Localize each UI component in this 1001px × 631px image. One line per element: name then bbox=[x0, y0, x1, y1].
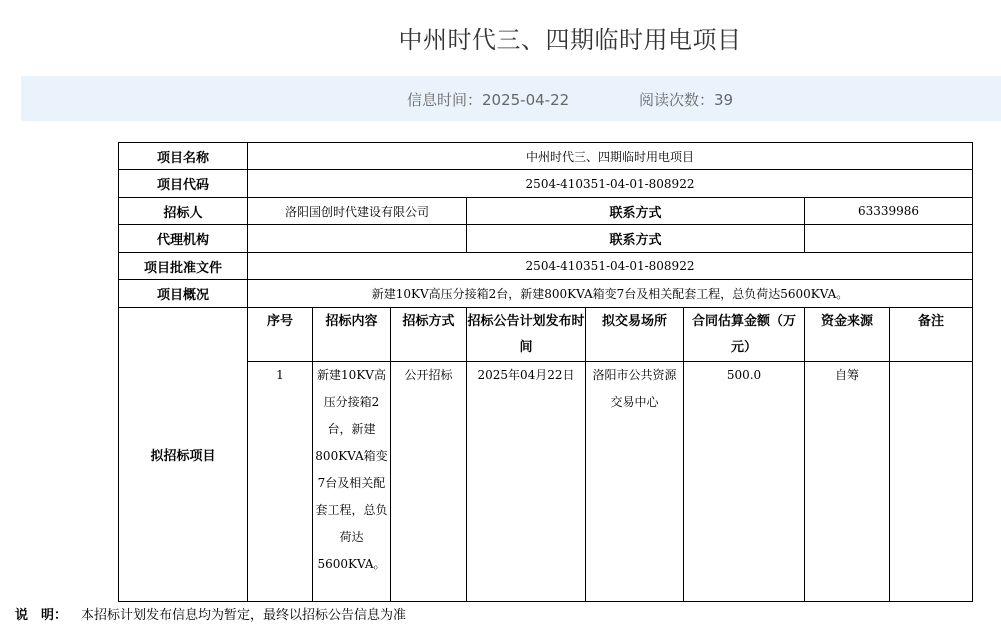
contact-label: 联系方式 bbox=[467, 198, 805, 225]
table-row bbox=[119, 198, 973, 225]
table-row bbox=[119, 362, 973, 602]
footnote bbox=[15, 604, 406, 623]
table-row bbox=[119, 170, 973, 198]
agency-contact-label: 联系方式 bbox=[467, 225, 805, 253]
read-count: 阅读次数：39 bbox=[639, 91, 734, 109]
table-row bbox=[119, 253, 973, 280]
table-row bbox=[119, 225, 973, 253]
footnote-text: 本招标计划发布信息均为暂定，最终以招标公告信息为准 bbox=[81, 608, 407, 623]
header-amount: 合同估算金额（万元） bbox=[684, 308, 805, 362]
header-remark: 备注 bbox=[890, 308, 973, 362]
overview-value: 新建10KV高压分接箱2台，新建800KVA箱变7台及相关配套工程，总负荷达5600KVA。 bbox=[248, 280, 973, 308]
planned-project-label: 拟招标项目 bbox=[119, 308, 248, 602]
tenderer-label: 招标人 bbox=[119, 198, 248, 225]
header-venue: 拟交易场所 bbox=[586, 308, 684, 362]
agency-label: 代理机构 bbox=[119, 225, 248, 253]
header-funding: 资金来源 bbox=[805, 308, 890, 362]
project-name-label: 项目名称 bbox=[119, 143, 248, 170]
row-seq: 1 bbox=[248, 362, 313, 602]
row-venue: 洛阳市公共资源交易中心 bbox=[586, 362, 684, 602]
approval-label: 项目批准文件 bbox=[119, 253, 248, 280]
row-remark bbox=[890, 362, 973, 602]
header-content: 招标内容 bbox=[313, 308, 391, 362]
table-row bbox=[119, 143, 973, 170]
table-row bbox=[119, 280, 973, 308]
page-title: 中州时代三、四期临时用电项目 bbox=[398, 26, 742, 54]
info-time: 信息时间：2025-04-22 bbox=[407, 91, 570, 109]
project-name-value: 中州时代三、四期临时用电项目 bbox=[248, 143, 973, 170]
row-publish-time: 2025年04月22日 bbox=[467, 362, 586, 602]
project-code-label: 项目代码 bbox=[119, 170, 248, 198]
tender-plan-table bbox=[118, 142, 973, 602]
footnote-label: 说 明： bbox=[15, 608, 68, 623]
tenderer-value: 洛阳国创时代建设有限公司 bbox=[248, 198, 467, 225]
table-header-row bbox=[119, 308, 973, 362]
header-method: 招标方式 bbox=[391, 308, 467, 362]
project-code-value: 2504-410351-04-01-808922 bbox=[248, 170, 973, 198]
header-seq: 序号 bbox=[248, 308, 313, 362]
row-method: 公开招标 bbox=[391, 362, 467, 602]
header-publish-time: 招标公告计划发布时间 bbox=[467, 308, 586, 362]
agency-value bbox=[248, 225, 467, 253]
row-content: 新建10KV高压分接箱2台，新建800KVA箱变7台及相关配套工程，总负荷达5600KVA。 bbox=[313, 362, 391, 602]
agency-contact-value bbox=[805, 225, 973, 253]
contact-value: 63339986 bbox=[805, 198, 973, 225]
overview-label: 项目概况 bbox=[119, 280, 248, 308]
row-funding: 自筹 bbox=[805, 362, 890, 602]
approval-value: 2504-410351-04-01-808922 bbox=[248, 253, 973, 280]
row-amount: 500.0 bbox=[684, 362, 805, 602]
